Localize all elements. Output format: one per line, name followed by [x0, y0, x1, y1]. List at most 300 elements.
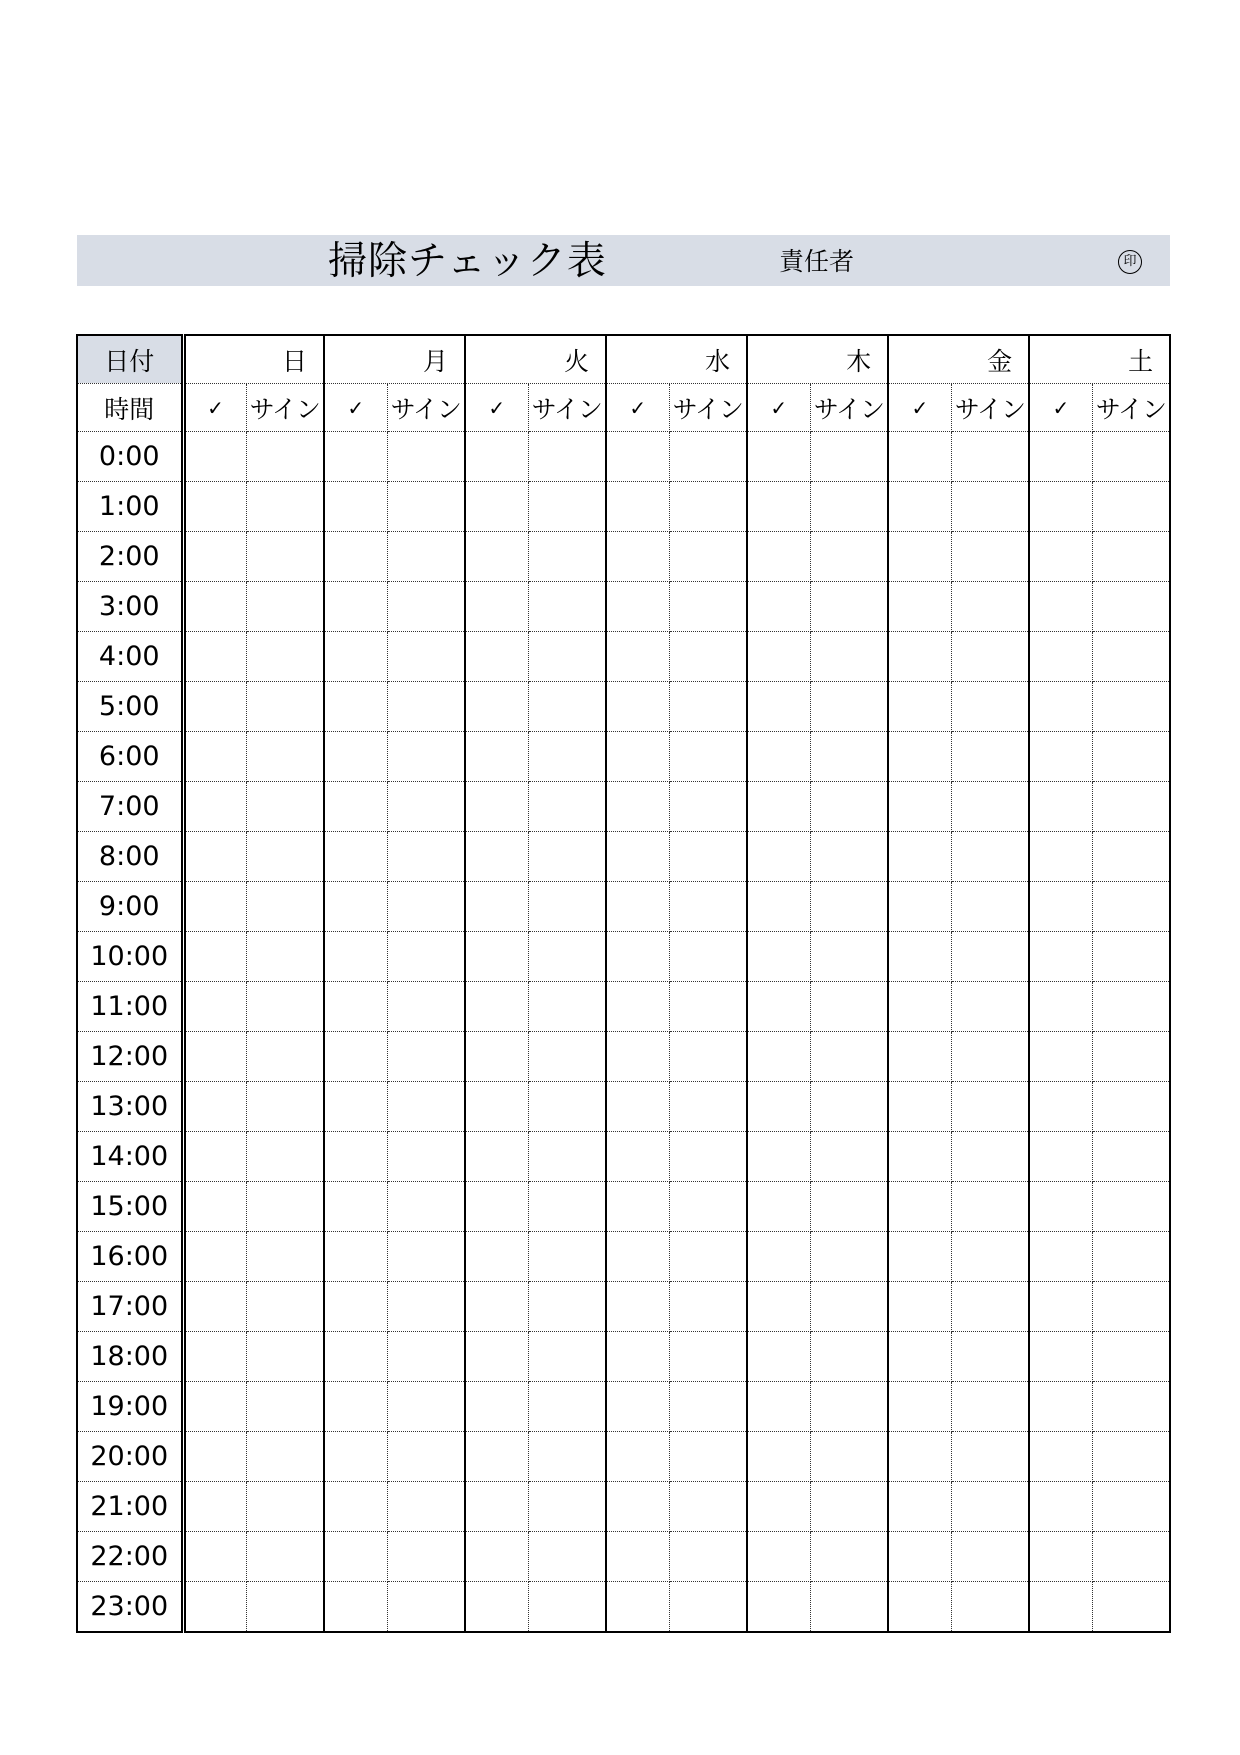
check-cell[interactable] [465, 482, 528, 532]
sign-cell[interactable] [387, 1182, 465, 1232]
check-cell[interactable] [747, 1432, 810, 1482]
sign-cell[interactable] [810, 982, 888, 1032]
sign-cell[interactable] [669, 982, 747, 1032]
sign-cell[interactable] [669, 1182, 747, 1232]
sign-cell[interactable] [246, 632, 324, 682]
sign-cell[interactable] [1092, 1132, 1170, 1182]
sign-cell[interactable] [669, 532, 747, 582]
check-cell[interactable] [183, 1332, 246, 1382]
check-cell[interactable] [606, 832, 669, 882]
check-cell[interactable] [747, 1582, 810, 1633]
check-cell[interactable] [183, 1082, 246, 1132]
check-cell[interactable] [1029, 482, 1092, 532]
check-cell[interactable] [888, 1132, 951, 1182]
check-cell[interactable] [747, 432, 810, 482]
sign-cell[interactable] [387, 1332, 465, 1382]
sign-cell[interactable] [387, 1132, 465, 1182]
check-cell[interactable] [1029, 1282, 1092, 1332]
check-cell[interactable] [465, 782, 528, 832]
sign-cell[interactable] [810, 1532, 888, 1582]
check-cell[interactable] [888, 582, 951, 632]
check-cell[interactable] [465, 532, 528, 582]
check-cell[interactable] [324, 1282, 387, 1332]
check-cell[interactable] [324, 432, 387, 482]
sign-cell[interactable] [951, 532, 1029, 582]
check-cell[interactable] [747, 1082, 810, 1132]
check-cell[interactable] [183, 932, 246, 982]
sign-cell[interactable] [387, 582, 465, 632]
sign-cell[interactable] [810, 1082, 888, 1132]
check-cell[interactable] [747, 1482, 810, 1532]
sign-cell[interactable] [528, 1082, 606, 1132]
check-cell[interactable] [606, 882, 669, 932]
check-cell[interactable] [747, 482, 810, 532]
sign-cell[interactable] [528, 1432, 606, 1482]
sign-cell[interactable] [1092, 1182, 1170, 1232]
sign-cell[interactable] [1092, 432, 1170, 482]
sign-cell[interactable] [246, 782, 324, 832]
sign-cell[interactable] [1092, 882, 1170, 932]
sign-cell[interactable] [810, 1032, 888, 1082]
check-cell[interactable] [606, 1332, 669, 1382]
check-cell[interactable] [183, 582, 246, 632]
check-cell[interactable] [888, 1082, 951, 1132]
sign-cell[interactable] [669, 1482, 747, 1532]
check-cell[interactable] [606, 1532, 669, 1582]
check-cell[interactable] [1029, 932, 1092, 982]
check-cell[interactable] [324, 732, 387, 782]
sign-cell[interactable] [810, 432, 888, 482]
sign-cell[interactable] [951, 782, 1029, 832]
check-cell[interactable] [183, 1232, 246, 1282]
sign-cell[interactable] [951, 1132, 1029, 1182]
check-cell[interactable] [183, 1282, 246, 1332]
sign-cell[interactable] [669, 432, 747, 482]
sign-cell[interactable] [669, 932, 747, 982]
sign-cell[interactable] [1092, 582, 1170, 632]
check-cell[interactable] [183, 1032, 246, 1082]
check-cell[interactable] [888, 1532, 951, 1582]
check-cell[interactable] [324, 532, 387, 582]
sign-cell[interactable] [246, 1332, 324, 1382]
check-cell[interactable] [465, 582, 528, 632]
check-cell[interactable] [465, 1532, 528, 1582]
sign-cell[interactable] [246, 1582, 324, 1633]
check-cell[interactable] [465, 632, 528, 682]
check-cell[interactable] [747, 882, 810, 932]
sign-cell[interactable] [528, 1032, 606, 1082]
check-cell[interactable] [183, 982, 246, 1032]
sign-cell[interactable] [246, 1382, 324, 1432]
sign-cell[interactable] [1092, 1282, 1170, 1332]
check-cell[interactable] [747, 1382, 810, 1432]
sign-cell[interactable] [246, 1182, 324, 1232]
check-cell[interactable] [183, 482, 246, 532]
sign-cell[interactable] [1092, 632, 1170, 682]
sign-cell[interactable] [669, 882, 747, 932]
sign-cell[interactable] [246, 432, 324, 482]
check-cell[interactable] [465, 1232, 528, 1282]
check-cell[interactable] [465, 982, 528, 1032]
sign-cell[interactable] [246, 582, 324, 632]
sign-cell[interactable] [810, 882, 888, 932]
check-cell[interactable] [183, 632, 246, 682]
check-cell[interactable] [606, 932, 669, 982]
sign-cell[interactable] [387, 482, 465, 532]
check-cell[interactable] [888, 882, 951, 932]
sign-cell[interactable] [387, 1282, 465, 1332]
check-cell[interactable] [1029, 1232, 1092, 1282]
sign-cell[interactable] [669, 1082, 747, 1132]
check-cell[interactable] [324, 832, 387, 882]
sign-cell[interactable] [951, 1532, 1029, 1582]
sign-cell[interactable] [951, 1482, 1029, 1532]
sign-cell[interactable] [1092, 732, 1170, 782]
sign-cell[interactable] [528, 1482, 606, 1532]
sign-cell[interactable] [528, 832, 606, 882]
sign-cell[interactable] [528, 1182, 606, 1232]
sign-cell[interactable] [951, 1232, 1029, 1282]
check-cell[interactable] [324, 782, 387, 832]
check-cell[interactable] [606, 632, 669, 682]
sign-cell[interactable] [810, 1182, 888, 1232]
check-cell[interactable] [465, 1332, 528, 1382]
check-cell[interactable] [324, 1482, 387, 1532]
sign-cell[interactable] [669, 482, 747, 532]
sign-cell[interactable] [669, 1582, 747, 1633]
sign-cell[interactable] [246, 1532, 324, 1582]
sign-cell[interactable] [387, 532, 465, 582]
sign-cell[interactable] [528, 1332, 606, 1382]
sign-cell[interactable] [669, 1132, 747, 1182]
sign-cell[interactable] [1092, 832, 1170, 882]
sign-cell[interactable] [1092, 682, 1170, 732]
sign-cell[interactable] [528, 532, 606, 582]
check-cell[interactable] [888, 832, 951, 882]
check-cell[interactable] [747, 1132, 810, 1182]
sign-cell[interactable] [951, 732, 1029, 782]
sign-cell[interactable] [246, 532, 324, 582]
check-cell[interactable] [606, 1182, 669, 1232]
sign-cell[interactable] [387, 1432, 465, 1482]
check-cell[interactable] [747, 632, 810, 682]
sign-cell[interactable] [528, 1232, 606, 1282]
check-cell[interactable] [747, 1282, 810, 1332]
sign-cell[interactable] [1092, 1432, 1170, 1482]
sign-cell[interactable] [246, 682, 324, 732]
sign-cell[interactable] [1092, 1532, 1170, 1582]
sign-cell[interactable] [387, 1532, 465, 1582]
check-cell[interactable] [747, 982, 810, 1032]
sign-cell[interactable] [810, 732, 888, 782]
check-cell[interactable] [183, 782, 246, 832]
sign-cell[interactable] [387, 982, 465, 1032]
check-cell[interactable] [1029, 682, 1092, 732]
sign-cell[interactable] [810, 1332, 888, 1382]
sign-cell[interactable] [528, 432, 606, 482]
sign-cell[interactable] [246, 982, 324, 1032]
sign-cell[interactable] [1092, 532, 1170, 582]
sign-cell[interactable] [1092, 982, 1170, 1032]
check-cell[interactable] [1029, 1582, 1092, 1633]
sign-cell[interactable] [387, 832, 465, 882]
sign-cell[interactable] [528, 1582, 606, 1633]
sign-cell[interactable] [810, 632, 888, 682]
check-cell[interactable] [888, 432, 951, 482]
check-cell[interactable] [606, 1032, 669, 1082]
check-cell[interactable] [747, 1532, 810, 1582]
check-cell[interactable] [465, 1082, 528, 1132]
check-cell[interactable] [324, 1132, 387, 1182]
check-cell[interactable] [606, 1482, 669, 1532]
sign-cell[interactable] [1092, 1332, 1170, 1382]
check-cell[interactable] [888, 1032, 951, 1082]
sign-cell[interactable] [1092, 782, 1170, 832]
sign-cell[interactable] [387, 1082, 465, 1132]
sign-cell[interactable] [528, 1282, 606, 1332]
check-cell[interactable] [1029, 732, 1092, 782]
sign-cell[interactable] [951, 632, 1029, 682]
check-cell[interactable] [465, 1382, 528, 1432]
check-cell[interactable] [747, 682, 810, 732]
sign-cell[interactable] [810, 482, 888, 532]
sign-cell[interactable] [528, 932, 606, 982]
check-cell[interactable] [1029, 982, 1092, 1032]
sign-cell[interactable] [246, 1232, 324, 1282]
sign-cell[interactable] [810, 1382, 888, 1432]
sign-cell[interactable] [669, 1232, 747, 1282]
sign-cell[interactable] [528, 732, 606, 782]
sign-cell[interactable] [669, 682, 747, 732]
check-cell[interactable] [888, 1182, 951, 1232]
sign-cell[interactable] [246, 882, 324, 932]
sign-cell[interactable] [669, 1532, 747, 1582]
sign-cell[interactable] [951, 482, 1029, 532]
check-cell[interactable] [1029, 432, 1092, 482]
check-cell[interactable] [888, 1582, 951, 1633]
sign-cell[interactable] [669, 632, 747, 682]
sign-cell[interactable] [528, 1382, 606, 1432]
sign-cell[interactable] [246, 832, 324, 882]
sign-cell[interactable] [669, 732, 747, 782]
check-cell[interactable] [324, 1082, 387, 1132]
sign-cell[interactable] [810, 1432, 888, 1482]
sign-cell[interactable] [387, 1032, 465, 1082]
sign-cell[interactable] [951, 982, 1029, 1032]
sign-cell[interactable] [810, 1132, 888, 1182]
sign-cell[interactable] [951, 682, 1029, 732]
sign-cell[interactable] [246, 732, 324, 782]
sign-cell[interactable] [951, 1432, 1029, 1482]
check-cell[interactable] [324, 932, 387, 982]
sign-cell[interactable] [810, 682, 888, 732]
check-cell[interactable] [465, 732, 528, 782]
sign-cell[interactable] [387, 932, 465, 982]
check-cell[interactable] [888, 982, 951, 1032]
check-cell[interactable] [183, 1482, 246, 1532]
sign-cell[interactable] [528, 982, 606, 1032]
check-cell[interactable] [324, 482, 387, 532]
sign-cell[interactable] [528, 632, 606, 682]
sign-cell[interactable] [810, 932, 888, 982]
sign-cell[interactable] [1092, 1482, 1170, 1532]
check-cell[interactable] [183, 832, 246, 882]
check-cell[interactable] [183, 682, 246, 732]
sign-cell[interactable] [669, 782, 747, 832]
sign-cell[interactable] [669, 1432, 747, 1482]
check-cell[interactable] [1029, 582, 1092, 632]
check-cell[interactable] [1029, 1432, 1092, 1482]
check-cell[interactable] [888, 1332, 951, 1382]
sign-cell[interactable] [810, 582, 888, 632]
sign-cell[interactable] [387, 432, 465, 482]
check-cell[interactable] [1029, 532, 1092, 582]
check-cell[interactable] [465, 832, 528, 882]
sign-cell[interactable] [387, 1382, 465, 1432]
sign-cell[interactable] [246, 1432, 324, 1482]
check-cell[interactable] [606, 1132, 669, 1182]
check-cell[interactable] [747, 1332, 810, 1382]
sign-cell[interactable] [951, 582, 1029, 632]
check-cell[interactable] [324, 1182, 387, 1232]
sign-cell[interactable] [951, 1032, 1029, 1082]
check-cell[interactable] [183, 732, 246, 782]
check-cell[interactable] [606, 682, 669, 732]
sign-cell[interactable] [1092, 932, 1170, 982]
sign-cell[interactable] [669, 1332, 747, 1382]
check-cell[interactable] [465, 1032, 528, 1082]
check-cell[interactable] [465, 1182, 528, 1232]
sign-cell[interactable] [528, 882, 606, 932]
check-cell[interactable] [324, 632, 387, 682]
sign-cell[interactable] [246, 932, 324, 982]
check-cell[interactable] [465, 1482, 528, 1532]
check-cell[interactable] [183, 532, 246, 582]
sign-cell[interactable] [951, 1582, 1029, 1633]
check-cell[interactable] [183, 1132, 246, 1182]
check-cell[interactable] [324, 582, 387, 632]
sign-cell[interactable] [387, 1232, 465, 1282]
check-cell[interactable] [606, 1382, 669, 1432]
check-cell[interactable] [888, 482, 951, 532]
sign-cell[interactable] [810, 1232, 888, 1282]
check-cell[interactable] [465, 932, 528, 982]
check-cell[interactable] [1029, 1482, 1092, 1532]
check-cell[interactable] [606, 1082, 669, 1132]
check-cell[interactable] [465, 682, 528, 732]
check-cell[interactable] [1029, 1532, 1092, 1582]
sign-cell[interactable] [810, 782, 888, 832]
check-cell[interactable] [1029, 1382, 1092, 1432]
sign-cell[interactable] [810, 532, 888, 582]
check-cell[interactable] [183, 1182, 246, 1232]
check-cell[interactable] [888, 932, 951, 982]
check-cell[interactable] [747, 1182, 810, 1232]
check-cell[interactable] [324, 1432, 387, 1482]
check-cell[interactable] [888, 732, 951, 782]
sign-cell[interactable] [1092, 1582, 1170, 1633]
check-cell[interactable] [888, 632, 951, 682]
sign-cell[interactable] [669, 1282, 747, 1332]
sign-cell[interactable] [387, 882, 465, 932]
check-cell[interactable] [465, 1432, 528, 1482]
sign-cell[interactable] [951, 1382, 1029, 1432]
check-cell[interactable] [183, 432, 246, 482]
sign-cell[interactable] [810, 1582, 888, 1633]
check-cell[interactable] [1029, 1032, 1092, 1082]
check-cell[interactable] [747, 1032, 810, 1082]
check-cell[interactable] [606, 532, 669, 582]
check-cell[interactable] [606, 1232, 669, 1282]
sign-cell[interactable] [387, 632, 465, 682]
check-cell[interactable] [1029, 632, 1092, 682]
sign-cell[interactable] [246, 1032, 324, 1082]
check-cell[interactable] [183, 1432, 246, 1482]
sign-cell[interactable] [387, 1482, 465, 1532]
check-cell[interactable] [888, 1232, 951, 1282]
sign-cell[interactable] [951, 832, 1029, 882]
sign-cell[interactable] [387, 732, 465, 782]
check-cell[interactable] [183, 882, 246, 932]
check-cell[interactable] [183, 1582, 246, 1633]
check-cell[interactable] [747, 532, 810, 582]
check-cell[interactable] [324, 1232, 387, 1282]
sign-cell[interactable] [669, 1032, 747, 1082]
check-cell[interactable] [747, 1232, 810, 1282]
check-cell[interactable] [747, 782, 810, 832]
sign-cell[interactable] [951, 932, 1029, 982]
check-cell[interactable] [465, 1582, 528, 1633]
sign-cell[interactable] [528, 682, 606, 732]
sign-cell[interactable] [951, 432, 1029, 482]
sign-cell[interactable] [246, 1082, 324, 1132]
check-cell[interactable] [888, 782, 951, 832]
check-cell[interactable] [747, 832, 810, 882]
check-cell[interactable] [888, 532, 951, 582]
sign-cell[interactable] [246, 1482, 324, 1532]
sign-cell[interactable] [810, 832, 888, 882]
sign-cell[interactable] [669, 582, 747, 632]
check-cell[interactable] [324, 1532, 387, 1582]
sign-cell[interactable] [669, 1382, 747, 1432]
sign-cell[interactable] [246, 1282, 324, 1332]
check-cell[interactable] [606, 432, 669, 482]
sign-cell[interactable] [387, 682, 465, 732]
check-cell[interactable] [888, 682, 951, 732]
sign-cell[interactable] [1092, 1382, 1170, 1432]
check-cell[interactable] [1029, 1132, 1092, 1182]
sign-cell[interactable] [810, 1282, 888, 1332]
check-cell[interactable] [1029, 782, 1092, 832]
check-cell[interactable] [888, 1482, 951, 1532]
check-cell[interactable] [465, 432, 528, 482]
sign-cell[interactable] [1092, 1232, 1170, 1282]
check-cell[interactable] [1029, 832, 1092, 882]
sign-cell[interactable] [951, 1082, 1029, 1132]
check-cell[interactable] [747, 732, 810, 782]
sign-cell[interactable] [951, 882, 1029, 932]
check-cell[interactable] [606, 582, 669, 632]
sign-cell[interactable] [246, 1132, 324, 1182]
check-cell[interactable] [324, 1382, 387, 1432]
check-cell[interactable] [324, 1332, 387, 1382]
check-cell[interactable] [606, 1432, 669, 1482]
sign-cell[interactable] [528, 782, 606, 832]
sign-cell[interactable] [528, 1532, 606, 1582]
check-cell[interactable] [1029, 1182, 1092, 1232]
check-cell[interactable] [747, 582, 810, 632]
sign-cell[interactable] [810, 1482, 888, 1532]
